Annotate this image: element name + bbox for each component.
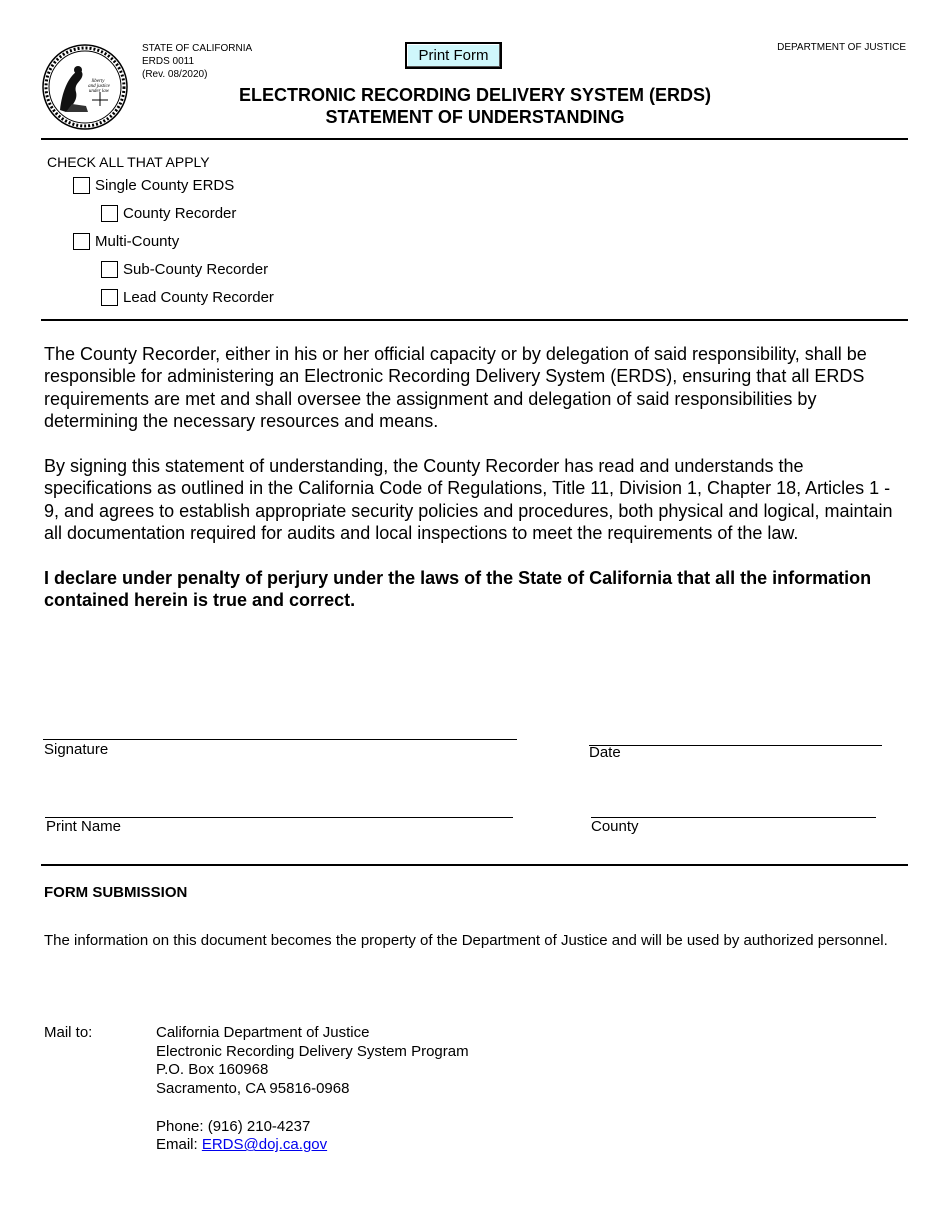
checkbox-row-sub-county-recorder[interactable] (101, 261, 268, 278)
date-field[interactable] (589, 745, 882, 746)
checklist-heading: CHECK ALL THAT APPLY (47, 154, 210, 170)
email-line (156, 1136, 469, 1155)
checkbox-single-county-erds[interactable] (73, 177, 90, 194)
perjury-declaration: I declare under penalty of perjury under the laws of the State of California that all the information contained herein is true and correct. (44, 568, 872, 611)
email-link[interactable]: ERDS@doj.ca.gov (201, 1136, 328, 1154)
address-line: Sacramento, CA 95816-0968 (156, 1080, 350, 1098)
title-line-1: ELECTRONIC RECORDING DELIVERY SYSTEM (ERDS) (238, 85, 712, 105)
address-line: P.O. Box 160968 (156, 1061, 269, 1079)
agency-state: STATE OF CALIFORNIA (142, 43, 253, 54)
checklist-divider (41, 319, 908, 321)
checkbox-lead-county-recorder[interactable] (101, 289, 118, 306)
seal-motto-1: liberty (91, 79, 105, 84)
print-name-label: Print Name (46, 818, 122, 835)
phone-number: Phone: (916) 210-4237 (156, 1117, 311, 1135)
address-line: California Department of Justice (156, 1024, 370, 1041)
form-agency-info (142, 42, 252, 81)
mailing-address (156, 1024, 469, 1155)
checkbox-row-lead-county-recorder[interactable] (101, 289, 274, 306)
signature-label: Signature (44, 741, 109, 758)
checkbox-sub-county-recorder[interactable] (101, 261, 118, 278)
email-label: Email: (156, 1136, 202, 1154)
date-label: Date (589, 744, 621, 761)
checkbox-row-single-county[interactable] (73, 177, 234, 194)
checkbox-label: County Recorder (123, 205, 237, 222)
checkbox-multi-county[interactable] (73, 233, 90, 250)
checkbox-label: Lead County Recorder (123, 289, 274, 306)
checkbox-row-multi-county[interactable] (73, 233, 179, 250)
mail-to-label: Mail to: (44, 1024, 93, 1041)
seal-motto-2: and justice (88, 84, 110, 89)
checkbox-label: Sub-County Recorder (123, 261, 269, 278)
department-name: DEPARTMENT OF JUSTICE (777, 42, 906, 53)
signature-divider (41, 864, 908, 866)
page-title (0, 84, 950, 128)
checkbox-label: Multi-County (95, 233, 180, 250)
form-revision: (Rev. 08/2020) (142, 69, 208, 80)
form-submission-heading: FORM SUBMISSION (44, 884, 188, 901)
header-divider (41, 138, 908, 140)
form-submission-text: The information on this document becomes the property of the Department of Justice and will be used by authorized personnel. (44, 932, 888, 949)
signature-field[interactable] (43, 739, 517, 740)
understanding-paragraph: By signing this statement of understanding, the County Recorder has read and understands the specifications as outlined in the California Code of Regulations, Title 11, Division 1, Chapter 18, Articles 1 - 9, and agrees to establish appropriate security policies and procedures, both physical and logical, maintain all documentation required for audits and local inspections to meet the requirements of the law. (44, 456, 893, 543)
county-label: County (591, 818, 639, 835)
seal-motto-3: under law (88, 89, 110, 94)
checkbox-label: Single County ERDS (95, 177, 235, 194)
checkbox-county-recorder[interactable] (101, 205, 118, 222)
title-line-2: STATEMENT OF UNDERSTANDING (325, 107, 625, 127)
print-form-button[interactable]: Print Form (405, 42, 502, 69)
checkbox-row-county-recorder[interactable] (101, 205, 236, 222)
form-number: ERDS 0011 (142, 56, 195, 67)
responsibility-paragraph: The County Recorder, either in his or her official capacity or by delegation of said responsibility, shall be responsible for administering an Electronic Recording Delivery System (ERDS), ensuring that all ERDS requirements are met and shall oversee the assignment and delegation of said responsibilities by determining the necessary resources and means. (44, 344, 867, 431)
address-line: Electronic Recording Delivery System Program (156, 1042, 469, 1060)
